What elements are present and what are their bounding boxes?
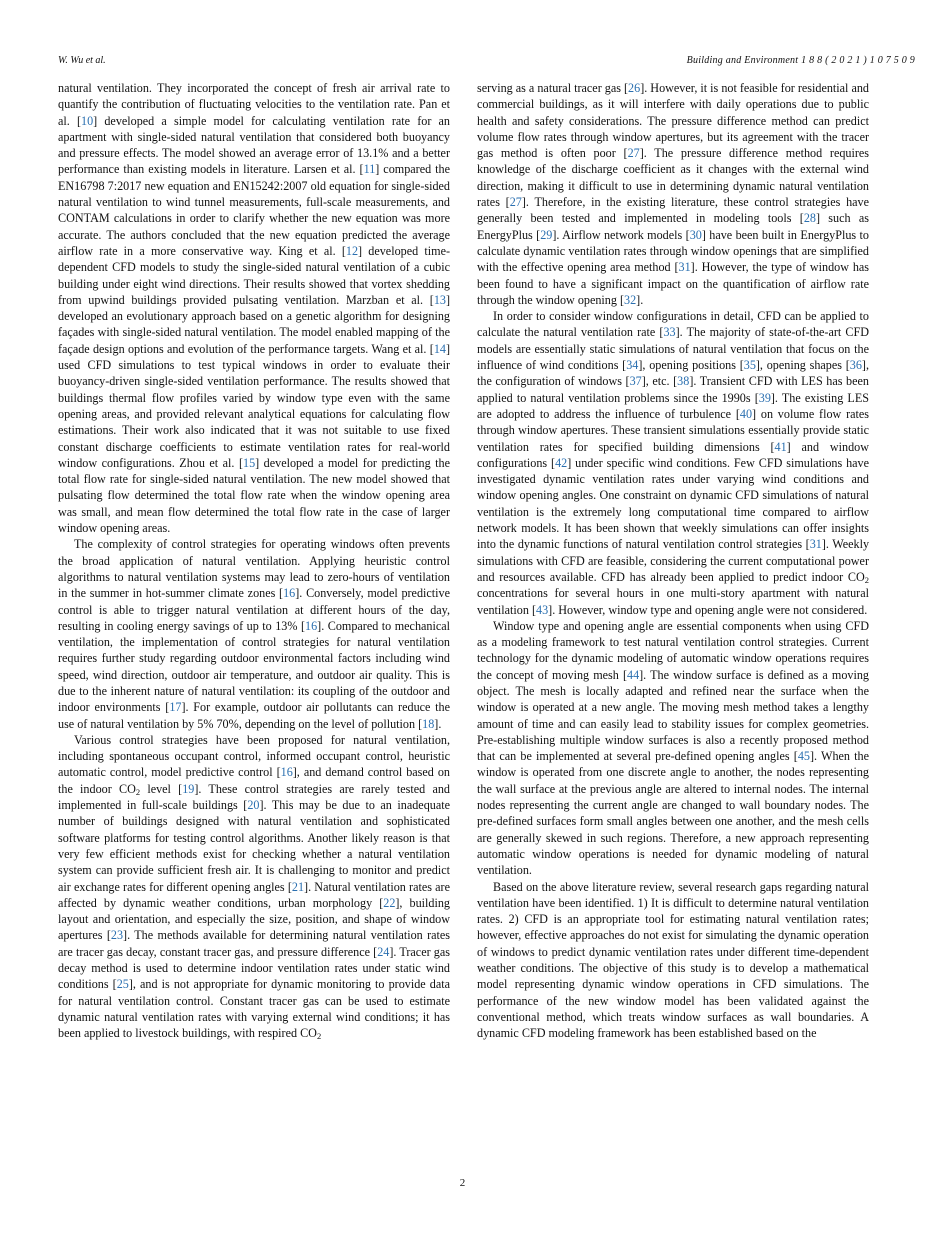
citation-link[interactable]: 17 bbox=[169, 700, 182, 715]
citation-link[interactable]: 31 bbox=[809, 537, 822, 552]
citation-link[interactable]: 40 bbox=[739, 406, 753, 421]
citation-link[interactable]: 27 bbox=[627, 146, 640, 161]
citation-link[interactable]: 33 bbox=[663, 325, 676, 340]
citation-link[interactable]: 13 bbox=[433, 292, 446, 307]
citation-link[interactable]: 38 bbox=[677, 374, 690, 389]
citation-link[interactable]: 15 bbox=[243, 455, 256, 470]
citation-link[interactable]: 30 bbox=[689, 227, 702, 242]
citation-link[interactable]: 16 bbox=[280, 765, 293, 780]
citation-link[interactable]: 23 bbox=[110, 928, 124, 943]
running-header-authors: W. Wu et al. bbox=[58, 55, 106, 66]
paragraph: serving as a natural tracer gas [26]. However, it is not feasible for residential and commercial buildings, as it will interfere with daily operations due to public health and safety considerations. The pressure difference method can predict volume flow rates through window apertures, but its agreement with the tracer gas method is often poor [27]. The pressure difference method requires knowledge of the discharge coefficient as it changes with the external wind direction, making it difficult to use in determining dynamic natural ventilation rates [27]. Therefore, in the existing literature, these control strategies have generally been tested and implemented in modeling tools [28] such as EnergyPlus [29]. Airflow network models [30] have been built in EnergyPlus to calculate dynamic ventilation rates through window openings that are simplified with the effective opening area method [31]. However, the type of window has been found to have a significant impact on the quantification of airflow rate through the window opening [32]. bbox=[477, 81, 870, 307]
citation-link[interactable]: 22 bbox=[383, 895, 396, 910]
running-header-journal: Building and Environment 1 8 8 ( 2 0 2 1 ) 1 0 7 5 0 9 bbox=[686, 55, 915, 66]
citation-link[interactable]: 12 bbox=[345, 243, 359, 258]
citation-link[interactable]: 29 bbox=[540, 227, 553, 242]
citation-link[interactable]: 25 bbox=[116, 977, 129, 992]
citation-link[interactable]: 21 bbox=[291, 879, 305, 894]
citation-link[interactable]: 18 bbox=[422, 716, 435, 731]
citation-link[interactable]: 43 bbox=[536, 602, 549, 617]
subscript: 2 bbox=[316, 1031, 322, 1042]
citation-link[interactable]: 42 bbox=[555, 455, 568, 470]
citation-link[interactable]: 31 bbox=[678, 260, 691, 275]
citation-link[interactable]: 37 bbox=[629, 374, 642, 389]
citation-link[interactable]: 27 bbox=[509, 195, 522, 210]
citation-link[interactable]: 16 bbox=[305, 618, 318, 633]
citation-link[interactable]: 10 bbox=[81, 113, 94, 128]
citation-link[interactable]: 19 bbox=[182, 781, 195, 796]
paragraph: natural ventilation. They incorporated the concept of fresh air arrival rate to quantify the contribution of fluctuating velocities to the ventilation rate. Pan et al. [10] developed a simple model for calculating ventilation rate for an apartment with single-sided natural ventilation that considered both buoyancy and pressure effects. The model showed an average error of 13.1% and a better performance than existing models in literature. Larsen et al. [11] compared the EN16798 7:2017 new equation and EN15242:2007 old equation for single-sided natural ventilation to wind tunnel measurements, full-scale measurements, and CONTAM calculations in order to clarify whether the new equation was more accurate. The authors concluded that the new equation predicted the average airflow rate in a more conservative way. King et al. [12] developed time-dependent CFD models to study the single-sided natural ventilation of a cubic building under eight wind directions. Their results showed that vortex shedding from upwind buildings provided pulsating ventilation. Marzban et al. [13] developed an evolutionary approach based on a genetic algorithm for designing façades with single-sided natural ventilation. The model enabled mapping of the façade design options and evolution of the performance targets. Wang et al. [14] used CFD simulations to test typical windows in order to evaluate their buoyancy-driven single-sided ventilation performance. The results showed that buildings thermal flow profiles varied by window type even with the same opening areas, and provided relevant analytical equations for calculating flow estimations. Their work also indicated that it was not suitable to use fixed constant discharge coefficients to estimate ventilation rates for real-world window configurations. Zhou et al. [15] developed a model for predicting the total flow rate for single-sided natural ventilation. The new model showed that pulsating flow determined the total flow rate when the window opening area was small, and mean flow determined the total flow rate in the case of larger window opening areas. bbox=[58, 81, 451, 536]
citation-link[interactable]: 36 bbox=[849, 358, 862, 373]
citation-link[interactable]: 28 bbox=[803, 211, 816, 226]
paragraph: In order to consider window configurations in detail, CFD can be applied to calculate the natural ventilation rate [33]. The majority of state-of-the-art CFD models are essentially static simulations of natural ventilation that focus on the influence of wind conditions [34], opening positions [35], opening shapes [36], the configuration of windows [37], etc. [38]. Transient CFD with LES has been applied to natural ventilation problems since the 1990s [39]. The existing LES are adopted to address the influence of turbulence [40] on volume flow rates through window apertures. These transient simulations essentially provide static ventilation rates for specified building dimensions [41] and window configurations [42] under specific wind conditions. Few CFD simulations have investigated dynamic ventilation rates under varying wind conditions and window opening angles. One constraint on dynamic CFD simulations of natural ventilation is the extremely long computational time compared to airflow network models. It has been shown that weekly simulations can offer insights into the dynamic functions of natural ventilation control strategies [31]. Weekly simulations with CFD are feasible, considering the current computational power and resources available. CFD has already been applied to predict indoor $CO_2$ concentrations for several hours in one multi-story apartment with natural ventilation [43]. However, window type and opening angle were not considered. bbox=[477, 309, 870, 617]
citation-link[interactable]: 16 bbox=[283, 586, 296, 601]
paragraph: Various control strategies have been proposed for natural ventilation, including spontaneous occupant control, informed occupant control, heuristic automatic control, model predictive control [16], and demand control based on the indoor $CO_2$ level [19]. These control strategies are rarely tested and implemented in full-scale buildings [20]. This may be due to an inadequate number of buildings designed with natural ventilation and sophisticated software platforms for testing control algorithms. Another likely reason is that very few efficient methods exist for checking whether a natural ventilation system can provide sufficient fresh air. It is challenging to monitor and predict air exchange rates for different opening angles [21]. Natural ventilation rates are affected by dynamic weather conditions, urban morphology [22], building layout and orientation, and especially the size, position, and shape of window apertures [23]. The methods available for determining natural ventilation rates are tracer gas decay, constant tracer gas, and pressure difference [24]. Tracer gas decay method is used to determine indoor ventilation rates under static wind conditions [25], and is not appropriate for dynamic monitoring to provide data for natural ventilation control. Constant tracer gas can be used to estimate dynamic natural ventilation rates with varying external wind conditions; it has been applied to livestock buildings, with respired $CO_2$ bbox=[58, 732, 450, 1042]
citation-link[interactable]: 32 bbox=[624, 292, 637, 307]
citation-link[interactable]: 35 bbox=[743, 358, 756, 373]
citation-link[interactable]: 20 bbox=[247, 798, 260, 813]
citation-link[interactable]: 41 bbox=[774, 439, 787, 454]
citation-link[interactable]: 39 bbox=[758, 390, 771, 405]
subscript: 2 bbox=[864, 574, 869, 585]
right-column bbox=[477, 80, 869, 1042]
paragraph: The complexity of control strategies for operating windows often prevents the broad application of natural ventilation. Applying heuristic control algorithms to natural ventilation systems may lead to zero-hours of ventilation in the summer in hot-summer climate zones [16]. Conversely, model predictive control is able to trigger natural ventilation at different hours of the day, resulting in cooling energy savings of up to 13% [16]. Compared to mechanical ventilation, the implementation of control strategies for natural ventilation requires further study regarding outdoor environmental factors including wind speed, wind direction, outdoor air temperature, and outdoor air quality. This is due to the inherent nature of natural ventilation: its coupling of the outdoor and indoor environments [17]. For example, outdoor air pollutants can reduce the use of natural ventilation by 5% 70%, depending on the level of pollution [18]. bbox=[58, 537, 450, 731]
subscript: 2 bbox=[135, 786, 141, 797]
citation-link[interactable]: 34 bbox=[626, 358, 639, 373]
paragraph: Based on the above literature review, several research gaps regarding natural ventilation have been identified. 1) It is difficult to determine natural ventilation rates. 2) CFD is an appropriate tool for estimating natural ventilation rates; however, effective approaches do not exist for simulating the dynamic operation of windows to predict dynamic ventilation rates under different time-dependent weather conditions. The objective of this study is to develop a mathematical model representing dynamic window operations in CFD simulations. The performance of the new window model has been validated against the conventional method, which treats window surfaces as wall boundaries. A dynamic CFD modeling framework has been established based on the bbox=[477, 879, 869, 1041]
citation-link[interactable]: 45 bbox=[797, 749, 810, 764]
left-column bbox=[58, 80, 450, 1042]
citation-link[interactable]: 14 bbox=[433, 341, 446, 356]
citation-link[interactable]: 44 bbox=[627, 667, 640, 682]
paragraph: Window type and opening angle are essential components when using CFD as a modeling framework to test natural ventilation control strategies. Current technology for the dynamic modeling of automatic window operations requires the concept of moving mesh [44]. The window surface is defined as a moving object. The mesh is locally adapted and refined near the surface when the window is operated at a new angle. The moving mesh method takes a lengthy amount of time and can easily lead to stability issues for complex geometries. Pre-establishing multiple window surfaces is also a recently proposed method that can be implemented at several pre-defined opening angles [45]. When the window is operated from one discrete angle to another, the nodes representing the wall surface at the previous angle are altered to internal nodes. The internal nodes representing the current angle are changed to wall boundary nodes. The pre-defined surfaces form small angles between one another, and the mesh cells are generally skewed in such regions. Therefore, a new approach representing automatic window operations is needed for dynamic modeling of natural ventilation. bbox=[477, 618, 869, 878]
citation-link[interactable]: 24 bbox=[377, 944, 390, 959]
citation-link[interactable]: 11 bbox=[363, 162, 376, 177]
citation-link[interactable]: 26 bbox=[628, 81, 641, 95]
page-number: 2 bbox=[459, 1177, 466, 1189]
